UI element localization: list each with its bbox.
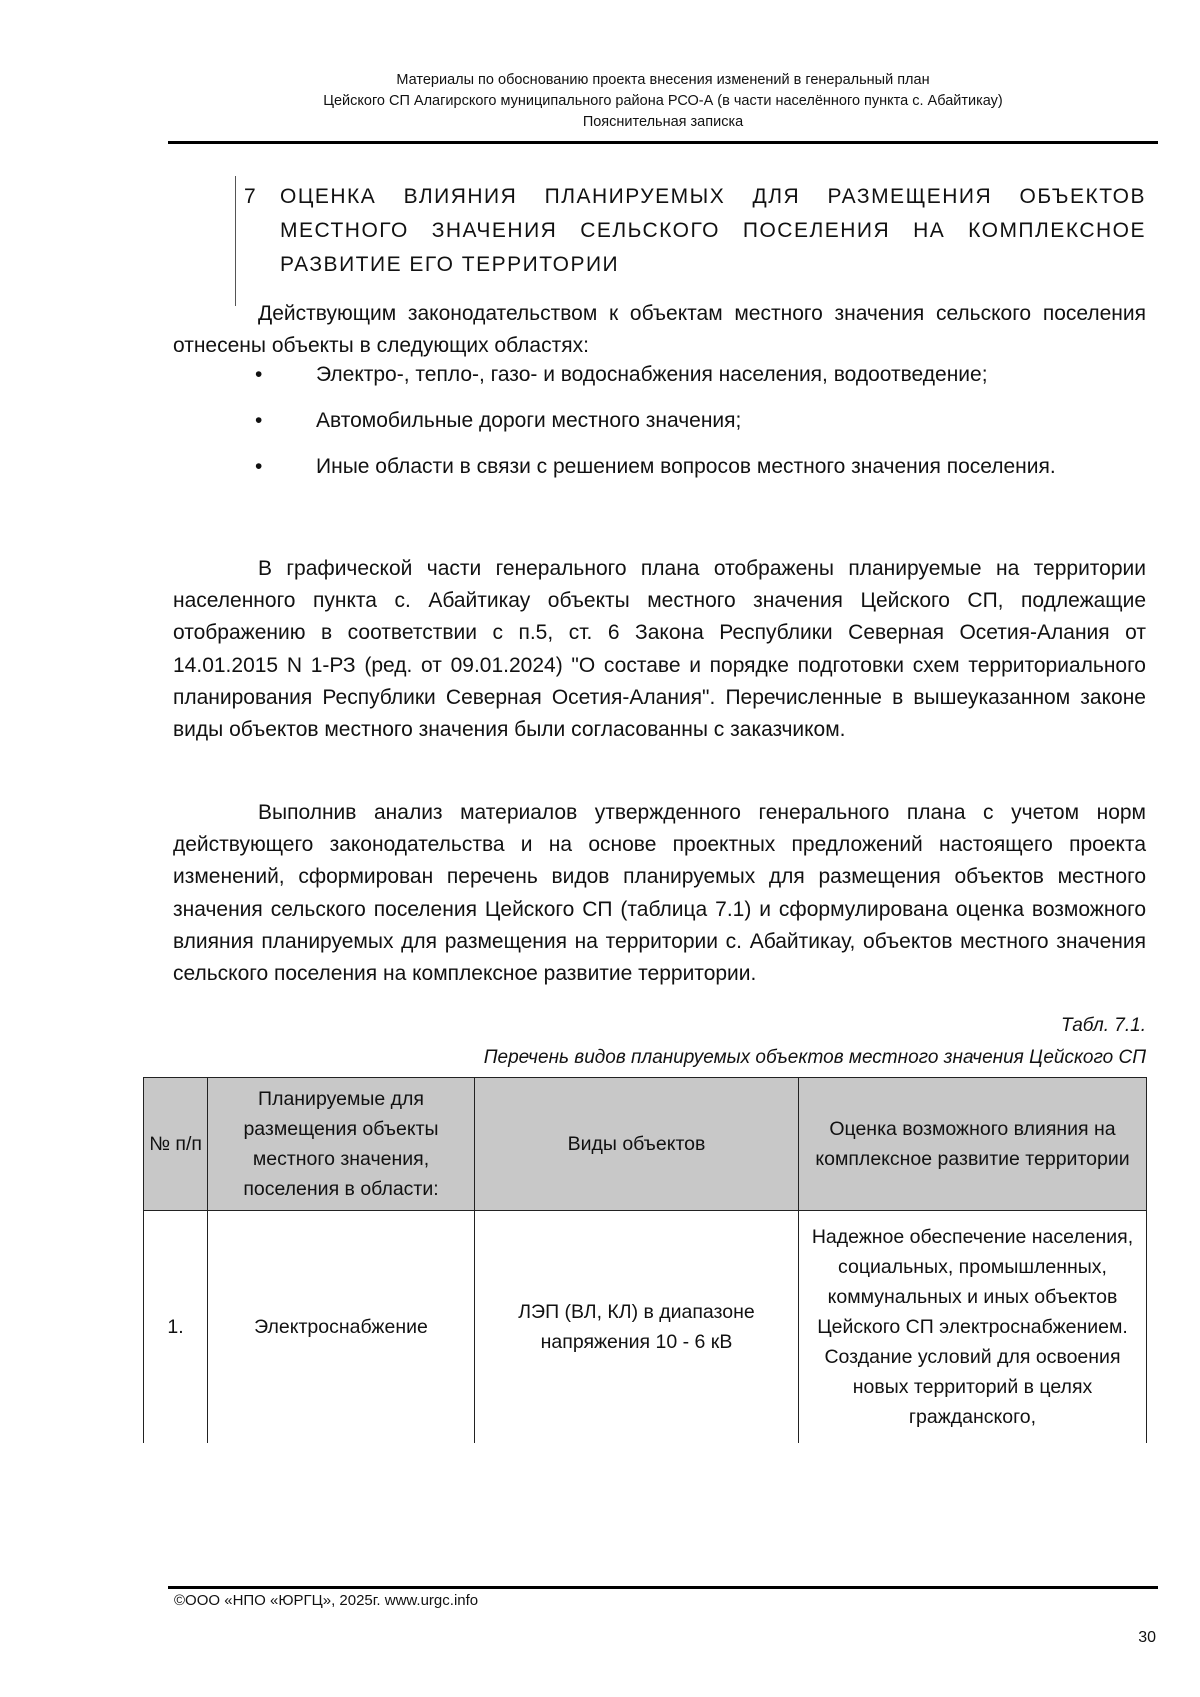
intro-text: Действующим законодательством к объектам местного значения сельского поселения отнесены объекты в следующих областях: [173, 302, 1146, 358]
header-line-3: Пояснительная записка [582, 114, 744, 130]
table-caption: Перечень видов планируемых объектов местного значения Цейского СП [483, 1047, 1146, 1068]
header-divider [168, 141, 1158, 144]
bullet-dot: • [255, 409, 263, 432]
header-number: № п/п [144, 1078, 208, 1211]
page-number: 30 [1138, 1629, 1156, 1646]
table-label: Табл. 7.1. [1061, 1015, 1146, 1036]
intro-paragraph [173, 298, 1146, 362]
bullet-item [255, 405, 1146, 437]
cell-kind: ЛЭП (ВЛ, КЛ) в диапазоне напряжения 10 - 6 кВ [475, 1211, 799, 1444]
header-line-2: Цейского СП Алагирского муниципального района РСО-А (в части населённого пункта с. Абайтикау) [323, 93, 1003, 109]
bullet-text: Электро-, тепло-, газо- и водоснабжения населения, водоотведение; [316, 363, 988, 386]
bullet-text: Иные области в связи с решением вопросов местного значения поселения. [316, 455, 1056, 478]
cell-impact: Надежное обеспечение населения, социальных, промышленных, коммунальных и иных объектов Цейского СП электроснабжением. Создание условий для освоения новых территорий в целях гражданского, [799, 1211, 1147, 1444]
paragraph-graphics-text: В графической части генерального плана отображены планируемые на территории населенного пункта с. Абайтикау объекты местного значения Цейского СП, подлежащие отображению в соответствии с п.5, ст. 6 Закона Республики Северная Осетия-Алания от 14.01.2015 N 1-РЗ (ред. от 09.01.2024) "О составе и порядке подготовки схем территориального планирования Республики Северная Осетия-Алания". Перечисленные в вышеуказанном законе виды объектов местного значения были согласованны с заказчиком. [173, 557, 1146, 742]
header-line-1: Материалы по обоснованию проекта внесения изменений в генеральный план [396, 72, 930, 88]
paragraph-graphics [173, 553, 1146, 746]
table-row [144, 1211, 1147, 1444]
bullet-dot: • [255, 455, 263, 478]
section-left-bar [235, 176, 236, 306]
header-impact: Оценка возможного влияния на комплексное развитие территории [799, 1078, 1147, 1211]
objects-table [143, 1077, 1147, 1443]
section-heading [244, 180, 1146, 282]
cell-number: 1. [144, 1211, 208, 1444]
paragraph-analysis [173, 797, 1146, 990]
section-title: ОЦЕНКА ВЛИЯНИЯ ПЛАНИРУЕМЫХ ДЛЯ РАЗМЕЩЕНИЯ ОБЪЕКТОВ МЕСТНОГО ЗНАЧЕНИЯ СЕЛЬСКОГО ПОСЕЛЕНИЯ НА КОМПЛЕКСНОЕ РАЗВИТИЕ ЕГО ТЕРРИТОРИИ [280, 185, 1146, 276]
paragraph-analysis-text: Выполнив анализ материалов утвержденного генерального плана с учетом норм действующего законодательства и на основе проектных предложений настоящего проекта изменений, сформирован перечень видов планируемых для размещения объектов местного значения сельского поселения Цейского СП (таблица 7.1) и сформулирована оценка возможного влияния планируемых для размещения на территории с. Абайтикау, объектов местного значения сельского поселения на комплексное развитие территории. [173, 801, 1146, 986]
table-header-row [144, 1078, 1147, 1211]
footer-divider [168, 1586, 1158, 1589]
cell-area: Электроснабжение [208, 1211, 475, 1444]
section-number: 7 [244, 185, 258, 208]
header-kind: Виды объектов [475, 1078, 799, 1211]
bullet-item [255, 451, 1146, 483]
footer-copyright: ©ООО «НПО «ЮРГЦ», 2025г. www.urgc.info [174, 1592, 479, 1609]
bullet-item [255, 359, 1146, 391]
page-header [168, 70, 1158, 133]
header-area: Планируемые для размещения объекты местного значения, поселения в области: [208, 1078, 475, 1211]
bullet-dot: • [255, 363, 263, 386]
bullet-text: Автомобильные дороги местного значения; [316, 409, 742, 432]
